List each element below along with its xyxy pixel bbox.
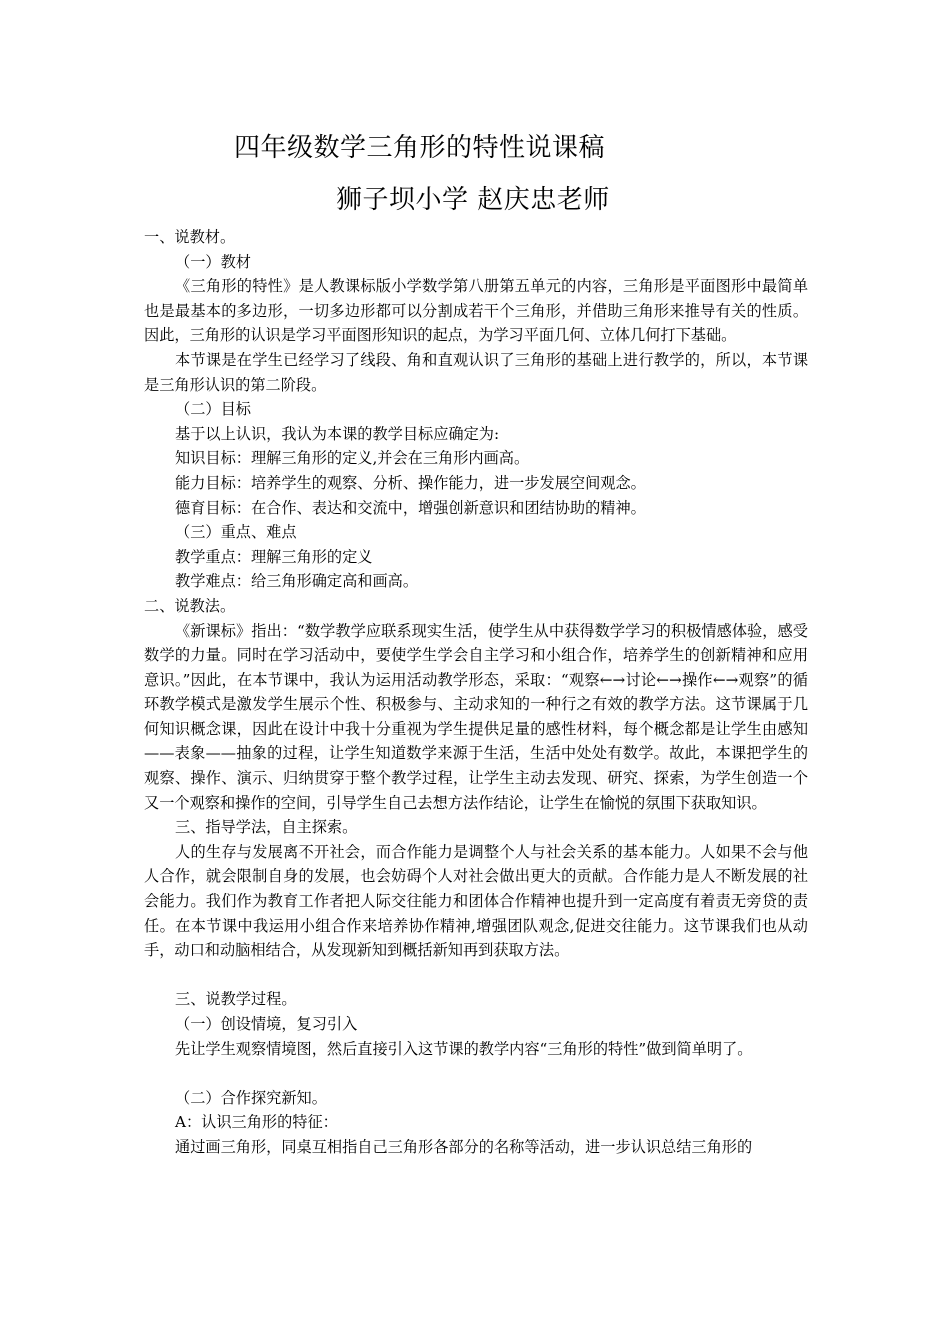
paragraph: 三、说教学过程。: [175, 990, 297, 1009]
paragraph: 《新课标》指出：“数学教学应联系现实生活，使学生从中获得数学学习的积极情感体验，感受数学的力量。同时在学习活动中，要使学生学会自主学习和小组合作，培养学生的创新精神和应用意识。”因此，在本节课中，我认为运用活动教学形态，采取：“观察←→讨论←→操作←→观察”的循环教学模式是激发学生展示个性、积极参与、主动求知的一种行之有效的教学方法。这节课属于几何知识概念课，因此在设计中我十分重视为学生提供足量的感性材料，每个概念都是让学生由感知——表象——抽象的过程，让学生知道数学来源于生活，生活中处处有数学。故此，本课把学生的观察、操作、演示、归纳贯穿于整个教学过程，让学生主动去发现、研究、探索，为学生创造一个又一个观察和操作的空间，引导学生自己去想方法作结论，让学生在愉悦的氛围下获取知识。: [144, 621, 808, 812]
blank-line: [144, 1061, 808, 1086]
document-body: [144, 225, 808, 1160]
paragraph: （三）重点、难点: [175, 523, 297, 542]
paragraph: 基于以上认识，我认为本课的教学目标应确定为:: [175, 424, 500, 443]
author-line: 狮子坝小学 赵庆忠老师: [336, 185, 610, 215]
paragraph: 通过画三角形，同桌互相指自己三角形各部分的名称等活动，进一步认识总结三角形的: [175, 1137, 753, 1156]
paragraph: 二、说教法。: [144, 596, 236, 615]
paragraph: 知识目标：理解三角形的定义,并会在三角形内画高。: [175, 449, 530, 468]
paragraph: （二）目标: [175, 400, 251, 419]
paragraph: 三、指导学法，自主探索。: [175, 818, 358, 837]
paragraph: （二）合作探究新知。: [175, 1088, 327, 1107]
document-title: 四年级数学三角形的特性说课稿: [234, 133, 606, 163]
paragraph: 一、说教材。: [144, 228, 236, 246]
paragraph: 本节课是在学生已经学习了线段、角和直观认识了三角形的基础上进行教学的，所以，本节课是三角形认识的第二阶段。: [144, 350, 808, 394]
paragraph: 能力目标：培养学生的观察、分析、操作能力，进一步发展空间观念。: [175, 473, 646, 492]
paragraph: 先让学生观察情境图，然后直接引入这节课的教学内容“三角形的特性”做到简单明了。: [175, 1039, 753, 1058]
paragraph: （一）教材: [175, 252, 251, 271]
blank-line: [144, 963, 808, 988]
paragraph: 教学难点：给三角形确定高和画高。: [175, 572, 418, 591]
paragraph: 人的生存与发展离不开社会，而合作能力是调整个人与社会关系的基本能力。人如果不会与他人合作，就会限制自身的发展，也会妨碍个人对社会做出更大的贡献。合作能力是人不断发展的社会能力。我们作为教育工作者把人际交往能力和团体合作精神也提升到一定高度有着责无旁贷的责任。在本节课中我运用小组合作来培养协作精神,增强团队观念,促进交往能力。这节课我们也从动手，动口和动脑相结合，从发现新知到概括新知再到获取方法。: [144, 842, 808, 960]
paragraph: （一）创设情境，复习引入: [175, 1015, 358, 1033]
paragraph: 教学重点：理解三角形的定义: [175, 547, 373, 566]
paragraph: A：认识三角形的特征：: [175, 1113, 338, 1132]
paragraph: 德育目标：在合作、表达和交流中，增强创新意识和团结协助的精神。: [175, 498, 646, 517]
paragraph: 《三角形的特性》是人教课标版小学数学第八册第五单元的内容，三角形是平面图形中最简单也是最基本的多边形，一切多边形都可以分割成若干个三角形，并借助三角形来推导有关的性质。因此，三角形的认识是学习平面图形知识的起点，为学习平面几何、立体几何打下基础。: [144, 277, 808, 345]
